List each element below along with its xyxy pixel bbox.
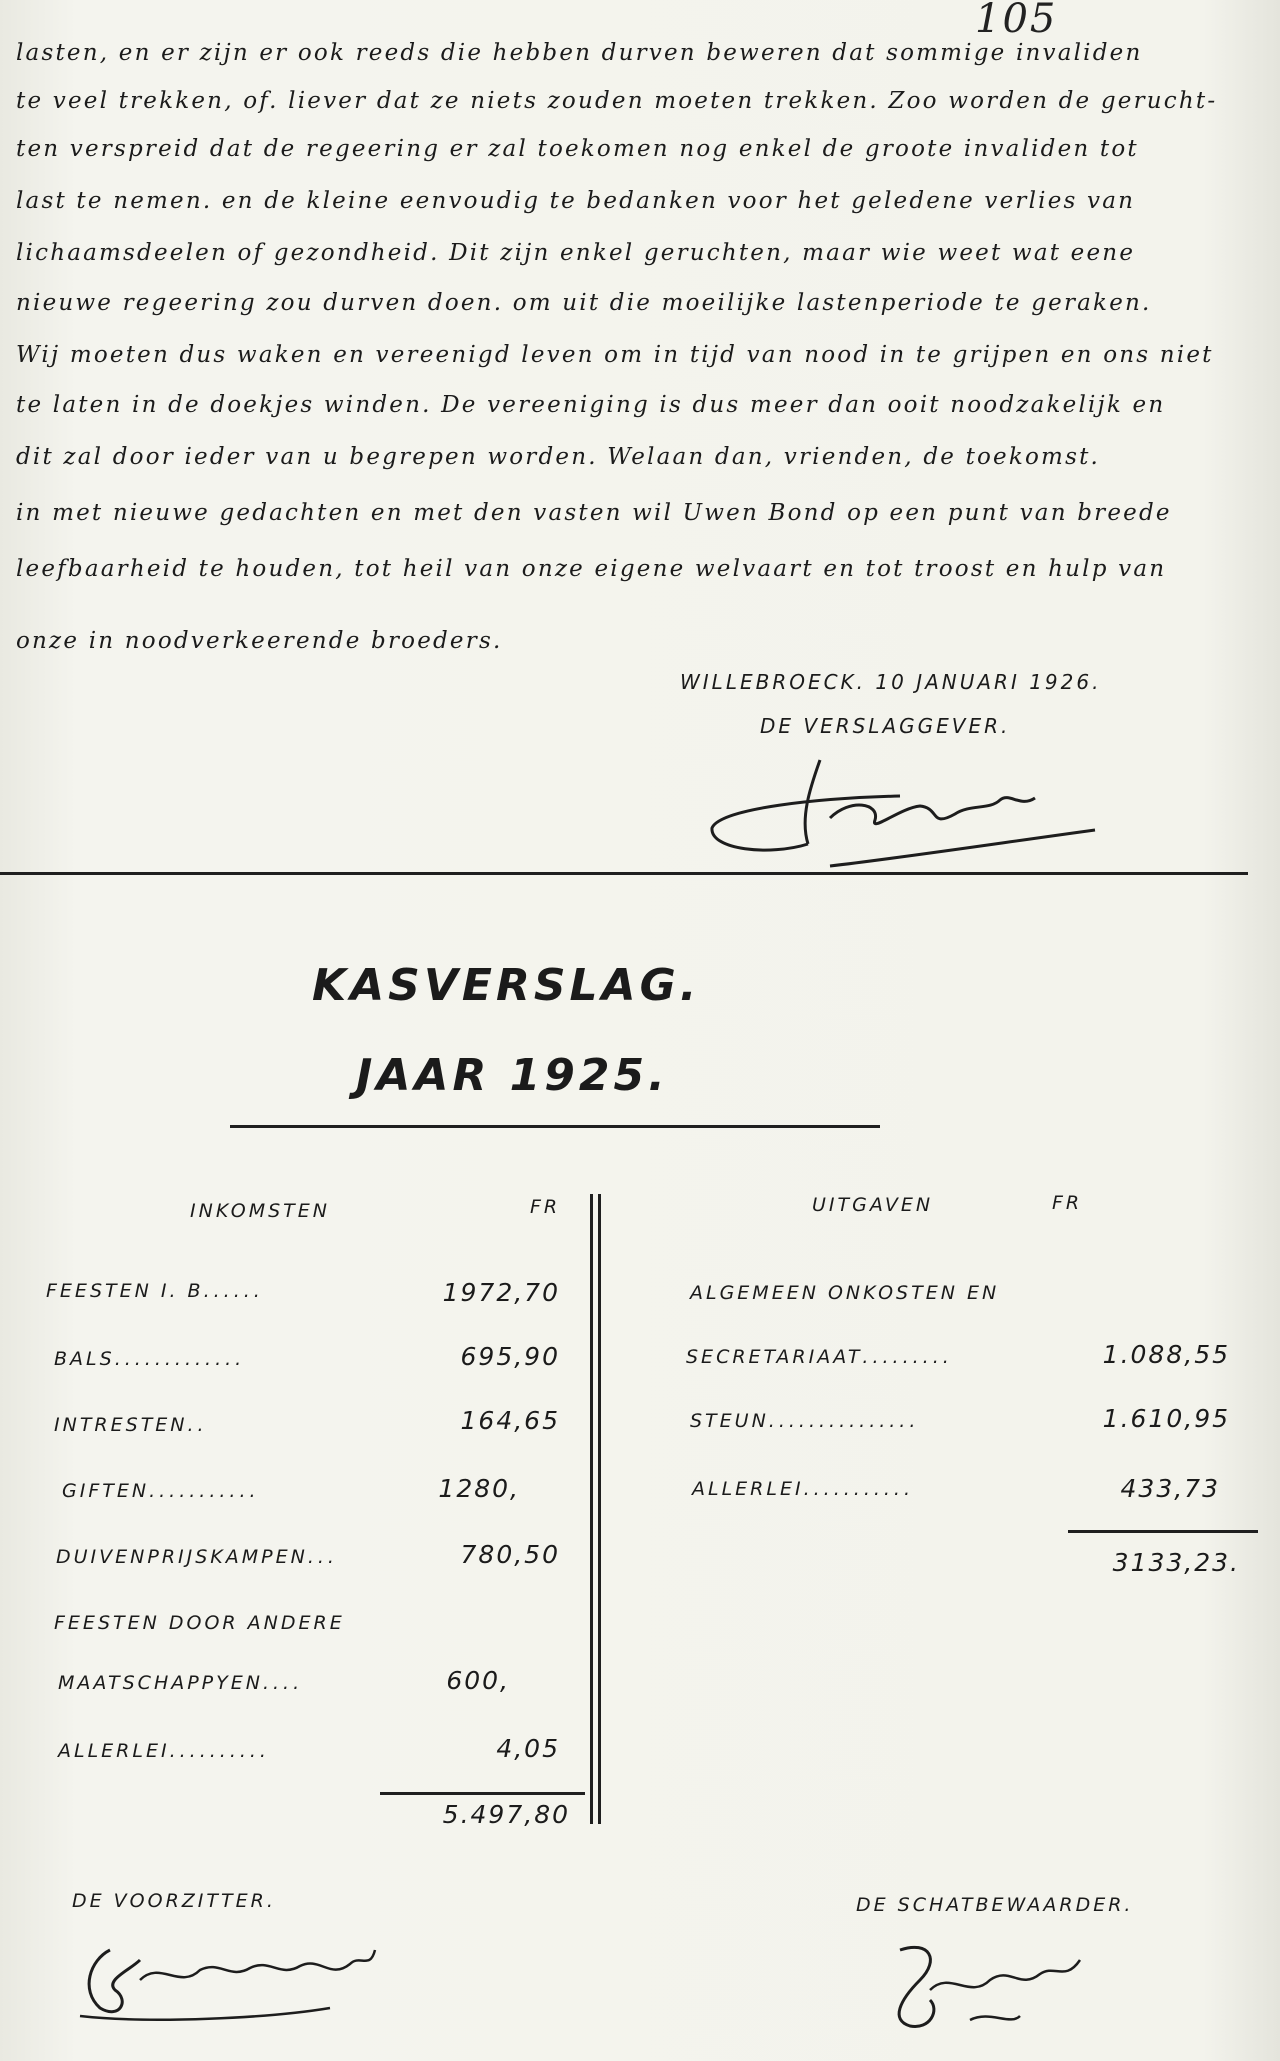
table-row-label: INTRESTEN.. — [54, 1414, 208, 1436]
treasurer-signature-text — [920, 1970, 925, 1971]
column-divider-right — [598, 1194, 601, 1824]
table-row-label: ALLERLEI.......... — [58, 1740, 270, 1762]
table-row-label: ALGEMEEN ONKOSTEN EN — [690, 1282, 1000, 1304]
table-row-amount: 600, — [446, 1666, 510, 1695]
expenses-total-rule — [1068, 1530, 1258, 1533]
letter-line: last te nemen. en de kleine eenvoudig te bedanken voor het geledene verlies van — [16, 188, 1136, 214]
chairman-signature-text — [120, 1960, 127, 1961]
expenses-total: 3133,23. — [1112, 1548, 1240, 1577]
table-row-label: FEESTEN DOOR ANDERE — [54, 1612, 345, 1634]
table-row-label: MAATSCHAPPYEN.... — [58, 1672, 304, 1694]
income-currency: FR — [530, 1196, 561, 1218]
page-number: 105 — [975, 0, 1058, 42]
table-row-amount: 780,50 — [460, 1540, 560, 1569]
letter-line: Wij moeten dus waken en vereenigd leven om in tijd van nood in te grijpen en ons niet — [16, 342, 1214, 368]
table-row-label: DUIVENPRIJSKAMPEN... — [56, 1546, 338, 1568]
income-total: 5.497,80 — [442, 1800, 570, 1829]
treasurer-title: DE SCHATBEWAARDER. — [856, 1894, 1134, 1916]
table-row-label: ALLERLEI........... — [692, 1478, 915, 1500]
table-row-amount: 695,90 — [460, 1342, 560, 1371]
report-year: JAAR 1925. — [356, 1050, 669, 1101]
chairman-signature — [70, 1920, 410, 2030]
reporter-title: DE VERSLAGGEVER. — [760, 714, 1011, 738]
treasurer-signature — [870, 1930, 1110, 2040]
table-row-amount: 164,65 — [460, 1406, 560, 1435]
letter-line: lichaamsdeelen of gezondheid. Dit zijn enkel geruchten, maar wie weet wat eene — [16, 240, 1136, 266]
expenses-header: UITGAVEN — [812, 1194, 934, 1216]
table-row-label: GIFTEN........... — [62, 1480, 260, 1502]
income-total-rule — [380, 1792, 585, 1795]
table-row-amount: 433,73 — [1120, 1474, 1220, 1503]
title-underline — [230, 1125, 880, 1128]
letter-line: leefbaarheid te houden, tot heil van onze eigene welvaart en tot troost en hulp van — [16, 556, 1167, 582]
section-divider — [0, 872, 1248, 875]
table-row-amount: 1.610,95 — [1102, 1404, 1230, 1433]
letter-line: te veel trekken, of. liever dat ze niets zouden moeten trekken. Zoo worden de gerucht- — [16, 88, 1218, 114]
letter-line: te laten in de doekjes winden. De vereeniging is dus meer dan ooit noodzakelijk en — [16, 392, 1166, 418]
expenses-currency: FR — [1052, 1192, 1083, 1214]
place-date: WILLEBROECK. 10 JANUARI 1926. — [680, 670, 1102, 694]
letter-line: ten verspreid dat de regeering er zal toekomen nog enkel de groote invaliden tot — [16, 136, 1139, 162]
reporter-signature — [700, 748, 1120, 868]
column-divider-left — [590, 1194, 593, 1824]
income-header: INKOMSTEN — [190, 1200, 330, 1222]
letter-line: in met nieuwe gedachten en met den vasten wil Uwen Bond op een punt van breede — [16, 500, 1172, 526]
letter-line: onze in noodverkeerende broeders. — [16, 628, 503, 654]
letter-line: lasten, en er zijn er ook reeds die hebben durven beweren dat sommige invaliden — [16, 40, 1143, 66]
table-row-amount: 1280, — [438, 1474, 520, 1503]
table-row-amount: 4,05 — [496, 1734, 560, 1763]
reporter-signature-text — [900, 780, 907, 781]
table-row-amount: 1.088,55 — [1102, 1340, 1230, 1369]
letter-line: dit zal door ieder van u begrepen worden. Welaan dan, vrienden, de toekomst. — [16, 444, 1101, 470]
table-row-label: SECRETARIAAT......... — [686, 1346, 953, 1368]
chairman-title: DE VOORZITTER. — [72, 1890, 276, 1912]
report-title: KASVERSLAG. — [312, 960, 701, 1011]
table-row-label: STEUN............... — [690, 1410, 920, 1432]
table-row-label: BALS............. — [54, 1348, 246, 1370]
letter-line: nieuwe regeering zou durven doen. om uit die moeilijke lastenperiode te geraken. — [16, 290, 1152, 316]
table-row-label: FEESTEN I. B...... — [46, 1280, 264, 1302]
table-row-amount: 1972,70 — [442, 1278, 560, 1307]
